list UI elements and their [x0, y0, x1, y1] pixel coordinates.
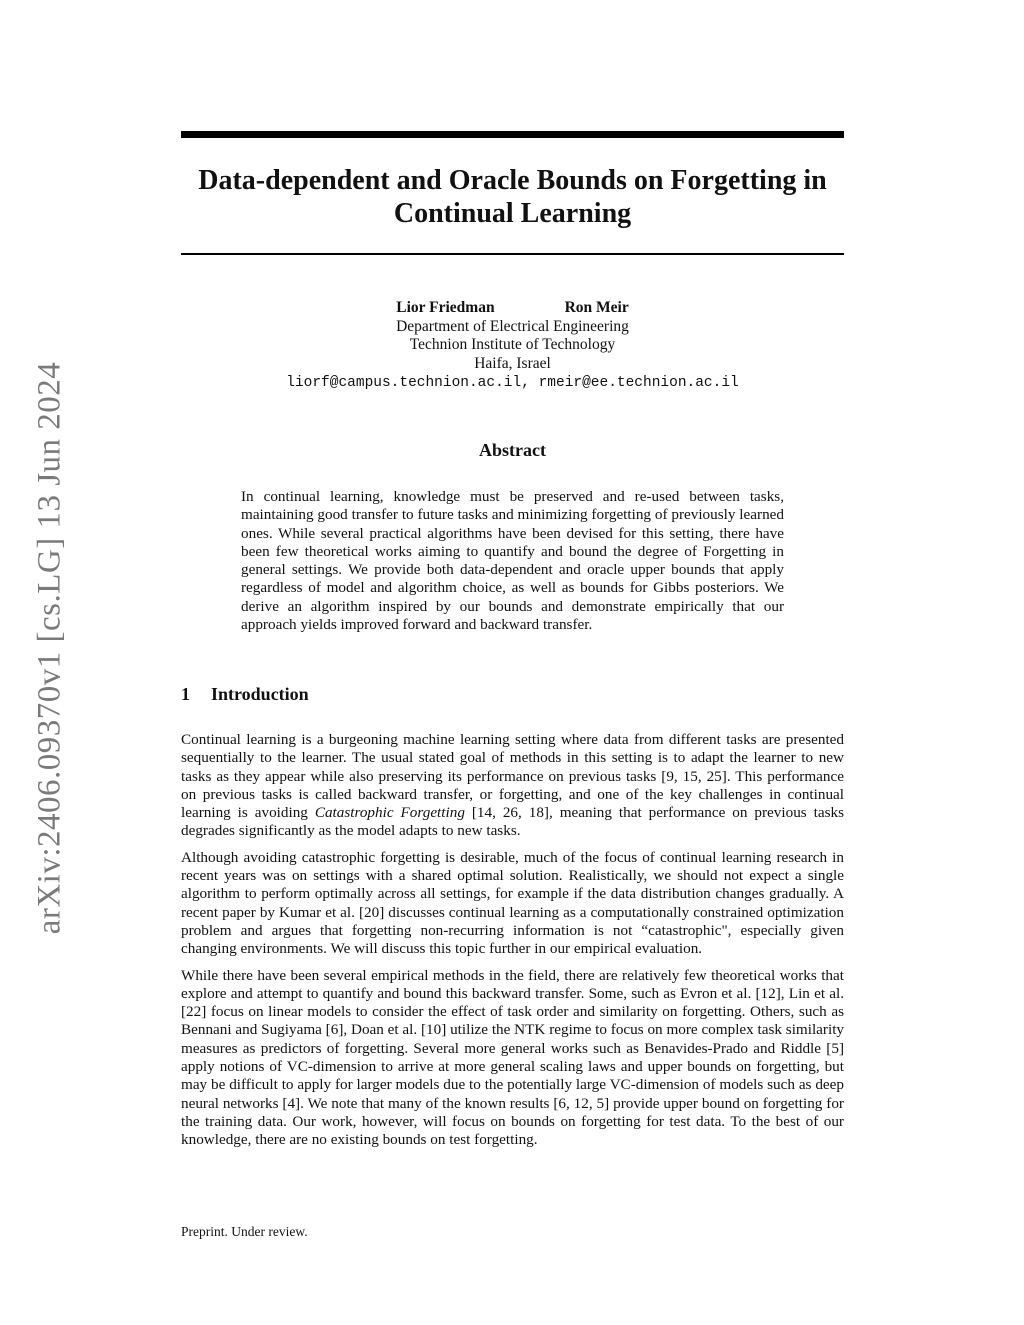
intro-paragraph-2: Although avoiding catastrophic forgetting is desirable, much of the focus of continual learning research in recent years was on settings with a shared optimal solution. Realistically, we should not expect a single algorithm to perform optimally across all settings, for example if the data distribution changes gradually. A recent paper by Kumar et al. [20] discusses continual learning as a computationally constrained optimization problem and argues that forgetting non-recurring information is not “catastrophic", especially given changing environments. We will discuss this topic further in our empirical evaluation. [181, 848, 844, 958]
abstract-text: In continual learning, knowledge must be preserved and re-used between tasks, maintaining good transfer to future tasks and minimizing forgetting of previously learned ones. While several practical algorithms have been devised for this setting, there have been few theoretical works aiming to quantify and bound the degree of Forgetting in general settings. We provide both data-dependent and oracle upper bounds that apply regardless of model and algorithm choice, as well as bounds for Gibbs posteriors. We derive an algorithm inspired by our bounds and demonstrate empirically that our approach yields improved forward and backward transfer. [241, 488, 784, 634]
author-emails: liorf@campus.technion.ac.il, rmeir@ee.technion.ac.il [286, 375, 739, 391]
paper-title: Data-dependent and Oracle Bounds on Forgetting in Continual Learning [198, 165, 827, 229]
catastrophic-forgetting-term: Catastrophic Forgetting [314, 804, 465, 822]
title-top-rule [181, 131, 844, 138]
arxiv-identifier: arXiv:2406.09370v1 [cs.LG] 13 Jun 2024 [31, 361, 68, 935]
intro-paragraph-3: While there have been several empirical methods in the field, there are relatively few theoretical works that explore and attempt to quantify and bound this backward transfer. Some, such as Evron et al. [12], Lin et al. [22] focus on linear models to consider the effect of task order and similarity on forgetting. Others, such as Bennani and Sugiyama [6], Doan et al. [10] utilize the NTK regime to focus on more complex task similarity measures as predictors of forgetting. Several more general works such as Benavides-Prado and Riddle [5] apply notions of VC-dimension to arrive at more general scaling laws and upper bounds on forgetting, but may be difficult to apply for larger models due to the potentially large VC-dimension of models such as deep neural networks [4]. We note that many of the known results [6, 12, 5] provide upper bound on forgetting for the training data. Our work, however, will focus on bounds on forgetting for test data. To the best of our knowledge, there are no existing bounds on test forgetting. [181, 966, 845, 1149]
author-institution: Technion Institute of Technology [409, 336, 616, 353]
section-number: 1 [181, 684, 190, 704]
abstract-heading: Abstract [479, 440, 546, 460]
author-department: Department of Electrical Engineering [396, 317, 629, 335]
title-bottom-rule [181, 253, 844, 255]
author-block [181, 299, 844, 393]
introduction-body [181, 731, 844, 1158]
preprint-footer: Preprint. Under review. [181, 1224, 308, 1239]
author-2: Ron Meir [564, 299, 629, 316]
intro-paragraph-1: Continual learning is a burgeoning machine learning setting where data from different tasks are presented sequentially to the learner. The usual stated goal of methods in this setting is to adapt the learner to new tasks as they appear while also preserving its performance on previous tasks [9, 15, 25]. This performance on previous tasks is called backward transfer, or forgetting, and one of the key challenges in continual learning is avoiding Catastrophic Forgetting [14, 26, 18], meaning that performance on previous tasks degrades significantly as the model adapts to new tasks. [181, 731, 844, 840]
author-1: Lior Friedman [396, 299, 495, 316]
author-names [181, 299, 844, 318]
section-heading-introduction [181, 684, 309, 705]
section-title: Introduction [211, 684, 309, 704]
author-location: Haifa, Israel [474, 354, 551, 372]
